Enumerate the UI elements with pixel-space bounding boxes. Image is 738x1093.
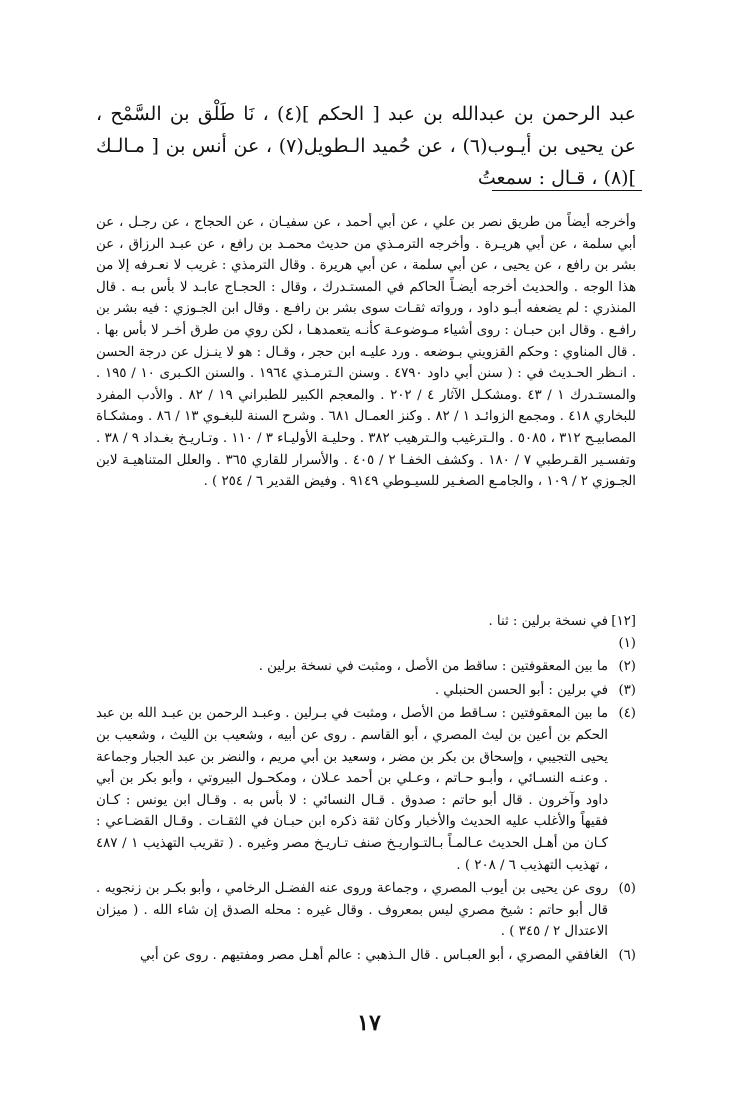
footnote-number: (٦) (618, 947, 636, 963)
page-number: ١٧ (357, 1010, 381, 1036)
footnote-text: ما بين المعقوفتين : ساقط من الأصل ، ومثبت في نسخة برلين . (258, 659, 608, 675)
footnote-number: (٣) (618, 682, 636, 698)
footnote-text: في برلين : أبو الحسن الحنبلي . (434, 682, 608, 698)
footnote-list (96, 611, 636, 969)
footnote-continuation (96, 212, 636, 493)
footnote-item (96, 945, 636, 967)
footnote-number: [١٢] (١) (611, 614, 636, 651)
footnote-continuation-text: وأخرجه أيضاً من طريق نصر بن علي ، عن أبي أحمد ، عن سفيـان ، عن الحجاج ، عن رجـل ، عن أبي سلمة ، عن أبي هريـرة . وأخرجه الترمـذي من حديث محمـد بن رافع ، عن عبـد الرزاق ، عن بشر بن رافع ، عن يحيى ، عن أبي سلمة ، عن أبي هريرة . وقال الترمذي : غريب لا نعـرفه إلا من هذا الوجه . والحديث أخرجه أيضـاً الحاكم في المستـدرك ، وقال : الحجـاج عابـد لا بأس بـه . قال المنذري : لم يضعفه أبـو داود ، ورواته ثقـات سوى بشر بن رافـع . وقال ابن الجـوزي : فيه بشر بن رافـع . وقال ابن حبـان : روى أشياء مـوضوعـة كأنـه يتعمدهـا ، لكن روي من طرق أخـر لا بأس بها . . قال المناوي : وحكم القزويني بـوضعه . ورد عليـه ابن حجر ، وقـال : هو لا ينـزل عن درجة الحسن . انـظر الحـديث في : ( سنن أبي داود ٤٧٩٠ . وسنن الـترمـذي ١٩٦٤ . والسنن الكـبرى ١٠ / ١٩٥ . والمستـدرك ١ / ٤٣ .ومشكـل الآثار ٤ / ٢٠٢ . والمعجم الكبير للطبراني ١٩ / ٨٢ . والأدب المفرد للبخاري ٤١٨ . ومجمع الزوائـد ١ / ٨٢ . وكنز العمـال ٦٨١ . وشرح السنة للبغـوي ١٣ / ٨٦ . ومشكـاة المصابيـح ٣١٢ ، ٥٠٨٥ . والـترغيب والـترهيب ٣٨٢ . وحليـة الأوليـاء ٣ / ١١٠ . وتـاريـخ بغـداد ٩ / ٣٨ . وتفسـير القـرطبي ٧ / ١٨٠ . وكشف الخفـا ٢ / ٤٠٥ . والأسرار للقاري ٣٦٥ . والعلل المتناهيـة لابن الجـوزي ٢ / ١٠٩ ، والجامـع الصغـير للسيـوطي ٩١٤٩ . وفيض القدير ٦ / ٢٥٤ ) . (96, 215, 637, 490)
footnote-separator (492, 190, 642, 191)
footnote-item (96, 656, 636, 678)
footnote-item (96, 703, 636, 876)
footnote-text: الغافقي المصري ، أبو العبـاس . قال الـذهبي : عالم أهـل مصر ومفتيهم . روى عن أبي (140, 947, 608, 963)
footnote-text: في نسخة برلين : ثنا . (488, 614, 608, 629)
footnote-text: روى عن يحيى بن أيوب المصري ، وجماعة وروى عنه الفضـل الرخامي ، وأبو بكـر بن زنجويه . قال أبو حاتم : شيخ مصري ليس بمعروف . وقال غيره : محله الصدق إن شاء الله . ( ميزان الاعتدال ٢ / ٣٤٥ ) . (96, 881, 608, 940)
footnote-item (96, 611, 636, 654)
footnote-number: (٢) (618, 659, 636, 675)
main-text-block (96, 98, 636, 194)
footnote-item (96, 878, 636, 943)
footnote-item (96, 680, 636, 702)
main-paragraph: عبد الرحمن بن عبدالله بن عبد [ الحكم ](٤) ، نَا طَلْق بن السَّمْح ، عن يحيى بن أيـوب(٦) ، عن حُميد الـطويل(٧) ، عن أنس بن [ مـالـك ](٨) ، قـال : سمعتُ (96, 103, 636, 189)
footnote-number: (٥) (618, 881, 636, 897)
footnote-text: ما بين المعقوفتين : سـاقط من الأصل ، ومثبت في بـرلين . وعبـد الرحمن بن عبـد الله بن عبد الحكم بن أعين بن ليث المصري ، أبو القاسم . روى عن أبيه ، وشعيب بن الليث ، وشعيب بن يحيى التجيبي ، وإسحاق بن بكر بن مضر ، وسعيد بن أبي مريم ، والنضر بن عبد الجبار وجماعة . وعنـه النسـائي ، وأبـو حـاتم ، وعـلي بن أحمد عـلان ، ومكحـول البيروتي ، وأبو بكر بن أبي داود وآخرون . قال أبو حاتم : صدوق . قـال النسائي : لا بأس به . وقـال ابن يونس : كـان فقيهاً والأغلب عليه الحديث والأخبار وكان ثقة ذكره ابن حبـان في الثقـات . وقـال القضـاعي : كـان من أهـل الحديث عـالمـاً بـالتـواريـخ صنف تـاريـخ مصر وغيره . ( تقريب التهذيب ١ / ٤٨٧ ، تهذيب التهذيب ٦ / ٢٠٨ ) . (96, 706, 608, 873)
footnote-number: (٤) (618, 706, 636, 722)
